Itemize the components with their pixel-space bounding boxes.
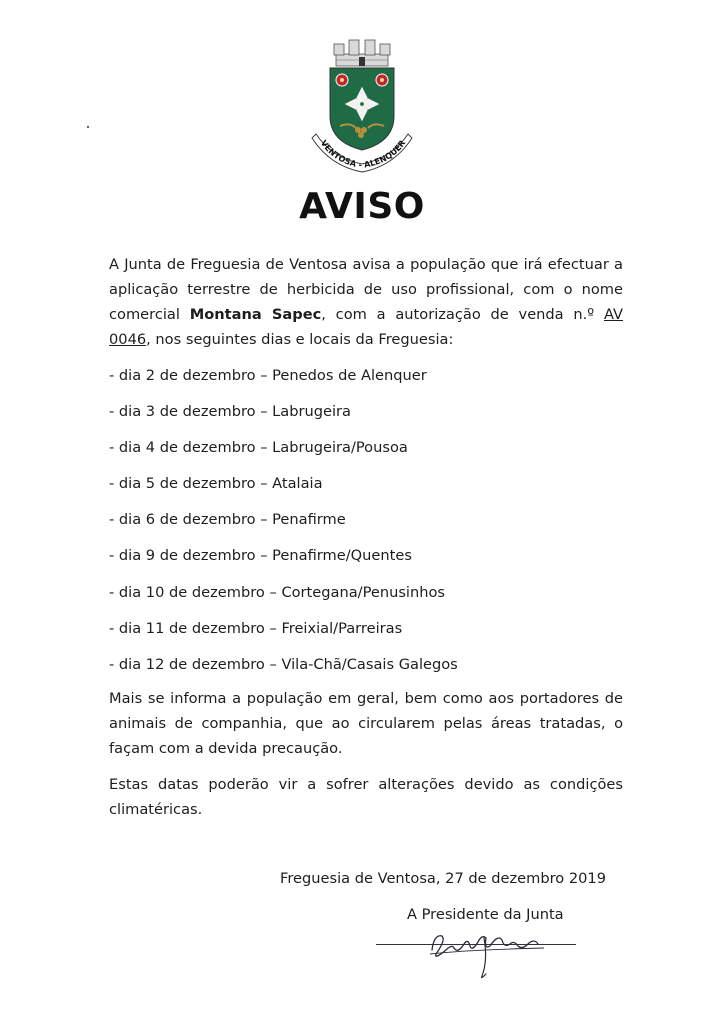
signer-title: A Presidente da Junta <box>407 906 564 923</box>
schedule-item: - dia 2 de dezembro – Penedos de Alenquer <box>109 367 427 384</box>
disclaimer-paragraph: Estas datas poderão vir a sofrer alterações devido as condições climatéricas. <box>109 776 623 818</box>
product-name: Montana Sapec <box>189 306 322 323</box>
schedule-item: - dia 3 de dezembro – Labrugeira <box>109 403 351 421</box>
scan-speck <box>86 114 90 118</box>
handwritten-signature <box>424 920 554 982</box>
mural-crown-icon <box>334 40 390 66</box>
schedule-item: - dia 4 de dezembro – Labrugeira/Pousoa <box>109 439 408 457</box>
schedule-item: - dia 6 de dezembro – Penafirme <box>109 511 346 529</box>
schedule-item: - dia 10 de dezembro – Cortegana/Penusinhos <box>109 583 446 601</box>
intro-text-2: , com a autorização de venda n.º <box>321 306 604 323</box>
schedule-list <box>109 362 458 687</box>
rose-icon <box>376 74 388 86</box>
schedule-item: - dia 11 de dezembro – Freixial/Parreiras <box>109 619 403 637</box>
rose-icon <box>336 74 348 86</box>
intro-paragraph <box>109 252 623 352</box>
precaution-paragraph: Mais se informa a população em geral, bem como aos portadores de animais de companhia, que ao circularem pelas áreas tratadas, o façam com a devida precaução. <box>109 690 623 757</box>
coat-of-arms <box>300 38 424 180</box>
schedule-item: - dia 12 de dezembro – Vila-Chã/Casais Galegos <box>109 655 458 673</box>
dateline: Freguesia de Ventosa, 27 de dezembro 2019 <box>280 870 606 887</box>
schedule-item: - dia 9 de dezembro – Penafirme/Quentes <box>109 547 412 565</box>
schedule-item: - dia 5 de dezembro – Atalaia <box>109 475 323 493</box>
intro-text-1: A Junta de Freguesia de Ventosa avisa a população que irá efectuar a aplicação terrestre de herbicida de uso profissional, com o nome comercial <box>109 256 623 323</box>
notice-title: AVISO <box>299 186 425 227</box>
intro-text-3: , nos seguintes dias e locais da Freguesia: <box>146 331 454 348</box>
license-number: AV 0046 <box>109 306 623 348</box>
motto-textpath: VENTOSA - ALENQUER <box>318 137 408 171</box>
